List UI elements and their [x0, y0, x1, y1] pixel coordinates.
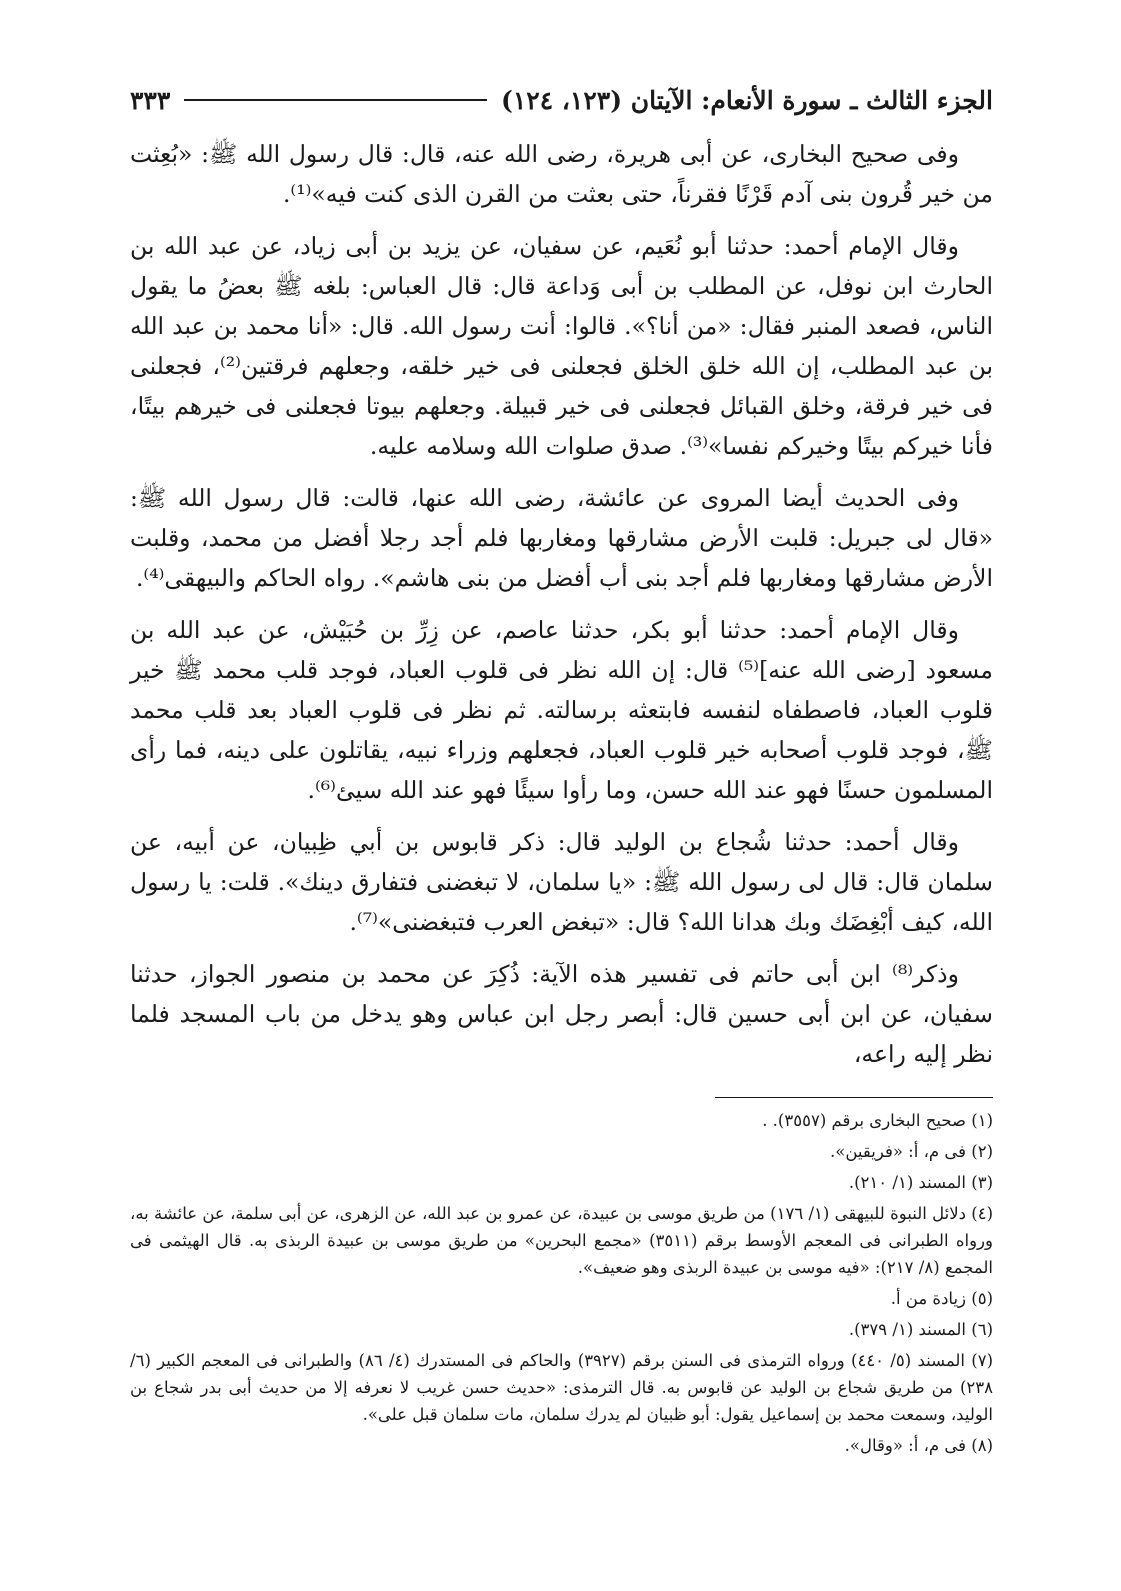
footnote: (١) صحيح البخارى برقم (٣٥٥٧). . [762, 1111, 993, 1130]
running-header [130, 78, 993, 122]
paragraph: وفى الحديث أيضا المروى عن عائشة، رضى الله عنها، قالت: قال رسول الله ﷺ: «قال لى جبريل: قلبت الأرض مشارقها ومغاربها فلم أجد رجلا أفضل من محمد، وقلبت الأرض مشارقها ومغاربها فلم أجد بنى أب أفضل من بنى هاشم». رواه الحاكم والبيهقى⁽⁴⁾. [130, 484, 993, 592]
footnote-separator [715, 1097, 993, 1098]
footnote: (٣) المسند (١/ ٢١٠). [848, 1173, 993, 1192]
footnote: (٦) المسند (١/ ٣٧٩). [848, 1320, 993, 1339]
paragraph: وقال الإمام أحمد: حدثنا أبو نُعَيم، عن سفيان، عن يزيد بن أبى زياد، عن عبد الله بن الحارث ابن نوفل، عن المطلب بن أبى وَداعة قال: قال العباس: بلغه ﷺ بعضُ ما يقول الناس، فصعد المنبر فقال: «من أنا؟». قالوا: أنت رسول الله. قال: «أنا محمد بن عبد الله بن عبد المطلب، إن الله خلق الخلق فجعلنى فى خير خلقه، وجعلهم فرقتين⁽²⁾، فجعلنى فى خير فرقة، وخلق القبائل فجعلنى فى خير قبيلة. وجعلهم بيوتا فجعلنى فى خيرهم بيتًا، فأنا خيركم بيتًا وخيركم نفسا»⁽³⁾. صدق صلوات الله وسلامه عليه. [130, 232, 993, 460]
footnote: (٤) دلائل النبوة للبيهقى (١/ ١٧٦) من طريق موسى بن عبيدة، عن عمرو بن عبد الله، عن الزهرى، عن أبى سلمة، عن عائشة به، ورواه الطبرانى فى المعجم الأوسط برقم (٣٥١١) «مجمع البحرين» من طريق موسى بن عبيدة الربذى به. قال الهيثمى فى المجمع (٨/ ٢١٧): «فيه موسى بن عبيدة الربذى وهو ضعيف». [130, 1204, 993, 1277]
footnote: (٥) زيادة من أ. [890, 1289, 993, 1308]
paragraph: وقال أحمد: حدثنا شُجاع بن الوليد قال: ذكر قابوس بن أبي ظِبيان، عن أبيه، عن سلمان قال: قال لى رسول الله ﷺ: «يا سلمان، لا تبغضنى فتفارق دينك». قلت: يا رسول الله، كيف أبْغِضَك وبك هدانا الله؟ قال: «تبغض العرب فتبغضنى»⁽⁷⁾. [130, 828, 993, 936]
paragraph: وفى صحيح البخارى، عن أبى هريرة، رضى الله عنه، قال: قال رسول الله ﷺ: «بُعِثت من خير قُرون بنى آدم قَرْنًا فقرناً، حتى بعثت من القرن الذى كنت فيه»⁽¹⁾. [130, 140, 993, 208]
header-title: الجزء الثالث ـ سورة الأنعام: الآيتان (١٢٣، ١٢٤) [501, 85, 993, 115]
footnote: (٢) فى م، أ: «فريقين». [830, 1142, 993, 1161]
footnote: (٧) المسند (٥/ ٤٤٠) ورواه الترمذى فى السنن برقم (٣٩٢٧) والحاكم فى المستدرك (٤/ ٨٦) والطبرانى فى المعجم الكبير (٦/ ٢٣٨) من طريق شجاع بن الوليد عن قابوس به. قال الترمذى: «حديث حسن غريب لا نعرفه إلا من حديث أبى بدر شجاع بن الوليد، وسمعت محمد بن إسماعيل يقول: أبو ظبيان لم يدرك سلمان، مات سلمان قبل على». [130, 1351, 994, 1424]
header-rule [184, 99, 487, 101]
main-text [130, 134, 993, 1086]
page-number: ٣٣٣ [130, 85, 171, 115]
paragraph: وذكر⁽⁸⁾ ابن أبى حاتم فى تفسير هذه الآية: ذُكِرَ عن محمد بن منصور الجواز، حدثنا سفيان، عن ابن أبى حسين قال: أبصر رجل ابن عباس وهو يدخل من باب المسجد فلما نظر إليه راعه، [130, 960, 993, 1068]
footnotes [130, 1107, 993, 1463]
paragraph: وقال الإمام أحمد: حدثنا أبو بكر، حدثنا عاصم، عن زِرِّ بن حُبَيْش، عن عبد الله بن مسعود [رضى الله عنه]⁽⁵⁾ قال: إن الله نظر فى قلوب العباد، فوجد قلب محمد ﷺ خير قلوب العباد، فاصطفاه لنفسه فابتعثه برسالته. ثم نظر فى قلوب العباد بعد قلب محمد ﷺ، فوجد قلوب أصحابه خير قلوب العباد، فجعلهم وزراء نبيه، يقاتلون على دينه، فما رأى المسلمون حسنًا فهو عند الله حسن، وما رأوا سيئًا فهو عند الله سيئ⁽⁶⁾. [130, 616, 993, 804]
footnote: (٨) فى م، أ: «وقال». [844, 1436, 993, 1455]
